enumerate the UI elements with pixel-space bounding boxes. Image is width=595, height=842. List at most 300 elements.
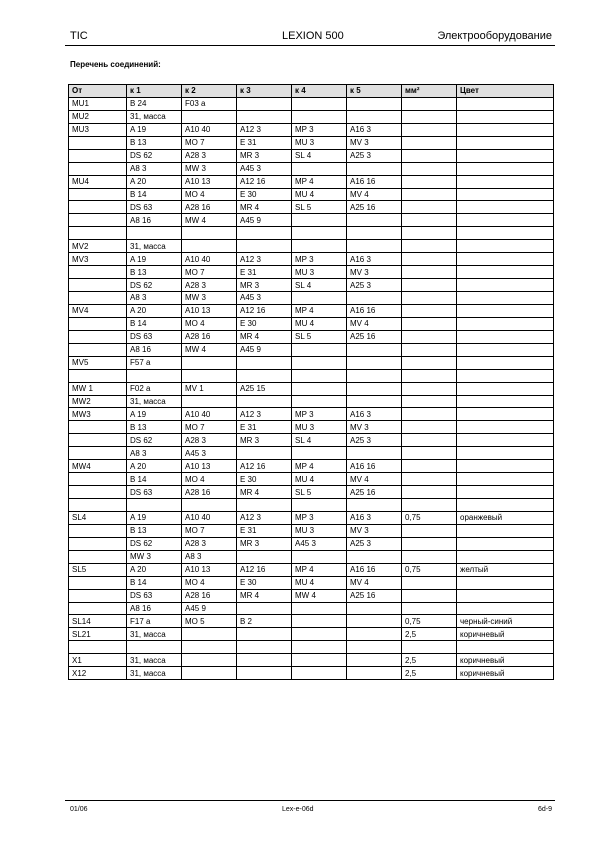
table-cell — [402, 97, 457, 110]
table-cell: B 14 — [127, 473, 182, 486]
table-cell — [69, 641, 127, 654]
table-cell: желтый — [457, 563, 554, 576]
header-divider — [65, 45, 555, 46]
table-cell — [457, 641, 554, 654]
table-cell — [69, 227, 127, 240]
table-cell — [292, 343, 347, 356]
table-cell: DS 62 — [127, 537, 182, 550]
table-cell: SL21 — [69, 628, 127, 641]
table-cell: SL 4 — [292, 434, 347, 447]
table-cell — [237, 641, 292, 654]
table-cell: A45 9 — [237, 343, 292, 356]
table-cell — [347, 602, 402, 615]
table-row — [69, 615, 554, 628]
table-cell: A 20 — [127, 460, 182, 473]
table-cell — [347, 97, 402, 110]
table-cell: E 31 — [237, 266, 292, 279]
table-cell: MR 3 — [237, 434, 292, 447]
table-cell — [402, 279, 457, 292]
table-cell: DS 63 — [127, 589, 182, 602]
table-cell — [347, 447, 402, 460]
table-cell — [457, 382, 554, 395]
table-cell: MW 1 — [69, 382, 127, 395]
column-header: к 2 — [182, 85, 237, 98]
table-cell — [402, 408, 457, 421]
table-cell — [457, 136, 554, 149]
table-cell: A12 3 — [237, 253, 292, 266]
table-cell — [292, 97, 347, 110]
table-cell: A10 40 — [182, 253, 237, 266]
table-cell — [347, 227, 402, 240]
table-cell — [69, 499, 127, 512]
table-cell — [402, 266, 457, 279]
table-cell: MU 4 — [292, 576, 347, 589]
table-cell — [69, 149, 127, 162]
table-cell: A25 16 — [347, 486, 402, 499]
table-cell — [347, 550, 402, 563]
table-cell: 31, масса — [127, 240, 182, 253]
table-cell: MO 4 — [182, 317, 237, 330]
table-cell — [457, 175, 554, 188]
table-row — [69, 149, 554, 162]
table-row — [69, 602, 554, 615]
table-cell — [347, 641, 402, 654]
table-cell: MO 7 — [182, 421, 237, 434]
table-row — [69, 589, 554, 602]
table-cell: MU1 — [69, 97, 127, 110]
table-cell: MW4 — [69, 460, 127, 473]
table-cell: F03 a — [182, 97, 237, 110]
table-row — [69, 343, 554, 356]
table-cell: A8 3 — [182, 550, 237, 563]
table-cell: 2,5 — [402, 654, 457, 667]
table-cell — [69, 550, 127, 563]
table-cell — [69, 602, 127, 615]
table-cell: MU2 — [69, 110, 127, 123]
table-cell: MR 4 — [237, 589, 292, 602]
table-cell — [457, 343, 554, 356]
table-header-row — [69, 85, 554, 98]
column-header: к 5 — [347, 85, 402, 98]
table-cell — [457, 201, 554, 214]
table-cell — [457, 97, 554, 110]
table-cell: MR 3 — [237, 279, 292, 292]
table-row — [69, 628, 554, 641]
table-cell: F02 a — [127, 382, 182, 395]
table-cell — [402, 421, 457, 434]
table-cell: MV 3 — [347, 136, 402, 149]
table-cell: X1 — [69, 654, 127, 667]
table-cell — [69, 434, 127, 447]
table-cell: A10 40 — [182, 123, 237, 136]
table-cell: MV 1 — [182, 382, 237, 395]
table-cell: A10 13 — [182, 460, 237, 473]
table-cell — [402, 253, 457, 266]
table-cell — [182, 227, 237, 240]
table-cell: A12 16 — [237, 175, 292, 188]
table-cell — [457, 330, 554, 343]
table-cell: SL 4 — [292, 149, 347, 162]
table-cell: SL 5 — [292, 486, 347, 499]
table-cell — [182, 667, 237, 680]
table-cell — [402, 188, 457, 201]
table-row — [69, 524, 554, 537]
table-cell: MW2 — [69, 395, 127, 408]
table-cell — [402, 473, 457, 486]
table-cell — [292, 162, 347, 175]
table-cell — [237, 628, 292, 641]
table-cell: MV 4 — [347, 576, 402, 589]
table-cell — [292, 628, 347, 641]
table-cell — [182, 356, 237, 369]
table-cell: MV 4 — [347, 317, 402, 330]
table-cell: 31, масса — [127, 654, 182, 667]
table-cell: коричневый — [457, 654, 554, 667]
table-cell: MW 4 — [182, 214, 237, 227]
table-cell — [402, 292, 457, 305]
table-row — [69, 188, 554, 201]
table-cell — [237, 667, 292, 680]
table-cell: A16 3 — [347, 511, 402, 524]
table-cell — [69, 266, 127, 279]
table-row — [69, 214, 554, 227]
table-cell: MO 5 — [182, 615, 237, 628]
table-cell — [237, 97, 292, 110]
table-cell — [402, 395, 457, 408]
column-header: к 1 — [127, 85, 182, 98]
table-row — [69, 369, 554, 382]
table-cell: A45 3 — [292, 537, 347, 550]
table-row — [69, 563, 554, 576]
table-cell — [402, 641, 457, 654]
table-cell: MO 4 — [182, 188, 237, 201]
table-cell: B 13 — [127, 266, 182, 279]
table-cell — [457, 460, 554, 473]
table-cell: MR 4 — [237, 201, 292, 214]
table-cell — [292, 499, 347, 512]
table-row — [69, 240, 554, 253]
table-cell: A25 16 — [347, 330, 402, 343]
table-cell: MW3 — [69, 408, 127, 421]
table-cell — [292, 227, 347, 240]
table-cell: 0,75 — [402, 615, 457, 628]
table-cell: DS 62 — [127, 434, 182, 447]
table-row — [69, 421, 554, 434]
header-section: Электрооборудование — [437, 30, 552, 42]
table-row — [69, 110, 554, 123]
table-cell: MU 3 — [292, 421, 347, 434]
table-cell: B 14 — [127, 576, 182, 589]
table-cell — [69, 292, 127, 305]
table-cell: MP 3 — [292, 511, 347, 524]
table-row — [69, 227, 554, 240]
table-cell: A 20 — [127, 304, 182, 317]
table-cell — [402, 240, 457, 253]
table-cell — [69, 576, 127, 589]
table-cell — [402, 201, 457, 214]
table-cell — [69, 524, 127, 537]
table-cell — [457, 369, 554, 382]
table-cell: MU 4 — [292, 473, 347, 486]
table-cell — [402, 499, 457, 512]
table-cell — [402, 602, 457, 615]
table-cell — [237, 227, 292, 240]
table-cell — [237, 369, 292, 382]
table-cell — [457, 408, 554, 421]
table-cell: MP 4 — [292, 563, 347, 576]
table-cell: MW 4 — [292, 589, 347, 602]
table-row — [69, 667, 554, 680]
table-cell: SL 5 — [292, 330, 347, 343]
table-cell: 31, масса — [127, 628, 182, 641]
table-cell — [237, 550, 292, 563]
footer-divider — [65, 800, 555, 801]
table-cell: MV4 — [69, 304, 127, 317]
table-cell: A28 16 — [182, 589, 237, 602]
table-row — [69, 408, 554, 421]
table-row — [69, 499, 554, 512]
table-cell: MV3 — [69, 253, 127, 266]
table-cell — [292, 667, 347, 680]
table-cell — [237, 240, 292, 253]
table-cell — [69, 537, 127, 550]
table-cell: MV 3 — [347, 421, 402, 434]
table-cell — [402, 162, 457, 175]
table-cell — [457, 253, 554, 266]
table-cell: A10 13 — [182, 563, 237, 576]
table-row — [69, 175, 554, 188]
table-cell: MV 4 — [347, 188, 402, 201]
table-cell: 0,75 — [402, 563, 457, 576]
table-cell: A16 3 — [347, 253, 402, 266]
table-cell — [457, 227, 554, 240]
table-cell: A 19 — [127, 408, 182, 421]
table-cell: MO 7 — [182, 524, 237, 537]
table-cell: A25 3 — [347, 434, 402, 447]
table-row — [69, 304, 554, 317]
table-row — [69, 537, 554, 550]
table-cell: MR 4 — [237, 486, 292, 499]
table-cell: MO 7 — [182, 266, 237, 279]
table-cell: 31, масса — [127, 667, 182, 680]
table-cell: A8 3 — [127, 292, 182, 305]
table-cell: MW 3 — [127, 550, 182, 563]
table-row — [69, 253, 554, 266]
table-cell: A 20 — [127, 563, 182, 576]
table-row — [69, 460, 554, 473]
table-cell — [402, 589, 457, 602]
table-cell: F57 a — [127, 356, 182, 369]
table-cell — [69, 162, 127, 175]
table-cell — [292, 110, 347, 123]
table-row — [69, 382, 554, 395]
table-cell: SL 4 — [292, 279, 347, 292]
table-cell: DS 63 — [127, 201, 182, 214]
table-cell — [457, 537, 554, 550]
table-cell — [457, 524, 554, 537]
table-cell: F17 a — [127, 615, 182, 628]
table-cell: E 31 — [237, 421, 292, 434]
table-cell: A16 3 — [347, 123, 402, 136]
table-cell — [347, 667, 402, 680]
table-cell — [69, 201, 127, 214]
table-cell: B 14 — [127, 317, 182, 330]
table-cell — [69, 317, 127, 330]
table-cell — [347, 356, 402, 369]
table-cell: A25 16 — [347, 589, 402, 602]
table-cell — [292, 395, 347, 408]
table-cell — [347, 382, 402, 395]
table-cell — [457, 266, 554, 279]
table-cell — [292, 550, 347, 563]
table-cell — [237, 499, 292, 512]
table-cell: SL 5 — [292, 201, 347, 214]
table-cell — [347, 499, 402, 512]
table-cell — [457, 550, 554, 563]
footer-date: 01/06 — [70, 806, 88, 813]
table-cell: A12 16 — [237, 460, 292, 473]
table-cell: E 30 — [237, 188, 292, 201]
table-cell — [182, 240, 237, 253]
table-cell — [347, 343, 402, 356]
table-cell: коричневый — [457, 667, 554, 680]
table-cell: 31, масса — [127, 395, 182, 408]
table-cell — [402, 356, 457, 369]
table-cell — [457, 214, 554, 227]
table-cell: A16 16 — [347, 175, 402, 188]
table-cell — [402, 330, 457, 343]
table-cell: MR 3 — [237, 149, 292, 162]
table-cell: A45 9 — [182, 602, 237, 615]
table-row — [69, 356, 554, 369]
table-cell — [69, 343, 127, 356]
table-cell: B 2 — [237, 615, 292, 628]
table-cell: E 30 — [237, 473, 292, 486]
section-title: Перечень соединений: — [70, 60, 161, 69]
table-row — [69, 201, 554, 214]
table-cell — [457, 589, 554, 602]
table-row — [69, 447, 554, 460]
table-cell — [69, 447, 127, 460]
column-header: к 4 — [292, 85, 347, 98]
table-cell: A10 13 — [182, 175, 237, 188]
table-row — [69, 511, 554, 524]
table-cell: черный-синий — [457, 615, 554, 628]
table-cell — [347, 369, 402, 382]
table-cell — [69, 330, 127, 343]
table-cell — [292, 447, 347, 460]
table-cell: MP 4 — [292, 460, 347, 473]
table-cell — [402, 382, 457, 395]
table-cell — [457, 499, 554, 512]
table-cell: A45 3 — [237, 292, 292, 305]
table-cell: MR 4 — [237, 330, 292, 343]
table-cell — [402, 460, 457, 473]
table-cell — [347, 240, 402, 253]
table-cell — [457, 434, 554, 447]
table-cell: оранжевый — [457, 511, 554, 524]
header-left: TIC — [70, 30, 88, 42]
table-cell: A28 3 — [182, 434, 237, 447]
table-cell: MV 4 — [347, 473, 402, 486]
table-cell — [182, 110, 237, 123]
table-cell: MU3 — [69, 123, 127, 136]
table-cell — [292, 240, 347, 253]
table-cell: A16 16 — [347, 304, 402, 317]
table-cell — [69, 589, 127, 602]
table-cell — [347, 292, 402, 305]
table-cell — [347, 628, 402, 641]
table-cell — [457, 395, 554, 408]
table-cell: A10 13 — [182, 304, 237, 317]
header-title: LEXION 500 — [282, 30, 344, 42]
table-cell: MW 4 — [182, 343, 237, 356]
table-cell — [457, 317, 554, 330]
table-cell: DS 63 — [127, 486, 182, 499]
table-cell — [347, 615, 402, 628]
table-cell: B 24 — [127, 97, 182, 110]
table-cell — [402, 369, 457, 382]
table-cell — [347, 395, 402, 408]
table-cell — [457, 486, 554, 499]
table-cell: A12 3 — [237, 511, 292, 524]
table-cell: SL4 — [69, 511, 127, 524]
table-cell: A25 15 — [237, 382, 292, 395]
footer-page-number: 6d-9 — [537, 806, 552, 813]
table-row — [69, 576, 554, 589]
table-cell: MP 3 — [292, 253, 347, 266]
table-cell — [292, 615, 347, 628]
table-cell — [237, 356, 292, 369]
table-cell — [69, 279, 127, 292]
table-cell — [292, 654, 347, 667]
table-cell — [402, 149, 457, 162]
table-cell — [237, 395, 292, 408]
table-cell: A 19 — [127, 511, 182, 524]
table-cell — [69, 188, 127, 201]
table-cell: 31, масса — [127, 110, 182, 123]
table-cell: A8 16 — [127, 343, 182, 356]
table-cell — [69, 473, 127, 486]
table-cell — [402, 550, 457, 563]
table-cell — [457, 240, 554, 253]
table-cell: A25 3 — [347, 149, 402, 162]
table-cell: A28 16 — [182, 201, 237, 214]
table-cell — [457, 576, 554, 589]
table-cell — [402, 524, 457, 537]
table-cell: E 30 — [237, 576, 292, 589]
table-cell: MO 4 — [182, 576, 237, 589]
table-row — [69, 97, 554, 110]
table-cell — [182, 369, 237, 382]
table-cell — [402, 214, 457, 227]
table-cell: A 20 — [127, 175, 182, 188]
table-cell: B 13 — [127, 524, 182, 537]
table-row — [69, 279, 554, 292]
table-cell — [457, 473, 554, 486]
table-cell — [347, 654, 402, 667]
table-cell — [69, 214, 127, 227]
table-cell: MR 3 — [237, 537, 292, 550]
column-header: к 3 — [237, 85, 292, 98]
table-cell: A8 3 — [127, 447, 182, 460]
table-cell: MV5 — [69, 356, 127, 369]
table-cell — [292, 292, 347, 305]
table-cell: MW 3 — [182, 162, 237, 175]
table-cell — [457, 356, 554, 369]
table-cell — [69, 486, 127, 499]
column-header: От — [69, 85, 127, 98]
